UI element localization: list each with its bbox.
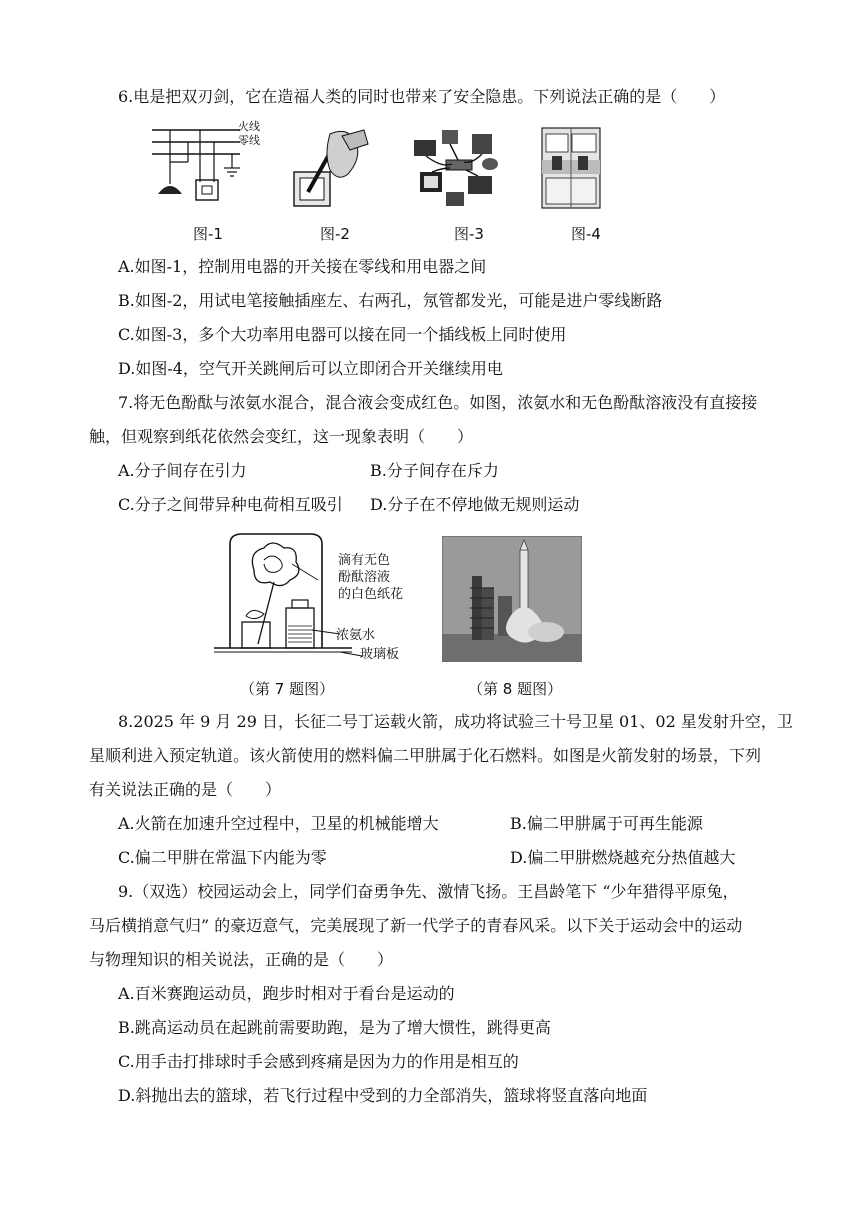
- q8-figure-rocket-launch: [442, 536, 582, 662]
- q6-caption-1: 图-1: [193, 225, 223, 243]
- q8-option-c: C.偏二甲肼在常温下内能为零: [118, 848, 327, 867]
- neutral-wire-label: 零线: [238, 134, 260, 147]
- q8-stem-line1: 8.2025 年 9 月 29 日，长征二号丁运载火箭，成功将试验三十号卫星 01、02 星发射升空，卫: [118, 712, 793, 731]
- q6-figure-4-air-switch: [540, 126, 602, 210]
- q9-stem-line1: 9.（双选）校园运动会上，同学们奋勇争先、激情飞扬。王昌龄笔下 “少年猎得平原兔，: [118, 882, 739, 901]
- q7-label-glass: 玻璃板: [360, 647, 400, 662]
- q6-option-c: C.如图-3，多个大功率用电器可以接在同一个插线板上同时使用: [118, 325, 567, 344]
- q8-stem-line3: 有关说法正确的是（ ）: [89, 780, 282, 799]
- q9-option-a: A.百米赛跑运动员，跑步时相对于看台是运动的: [118, 984, 455, 1003]
- q6-stem: 6.电是把双刃剑，它在造福人类的同时也带来了安全隐患。下列说法正确的是（ ）: [118, 87, 726, 106]
- q7-label-flower-2: 酚酞溶液: [338, 570, 391, 585]
- q6-option-a: A.如图-1，控制用电器的开关接在零线和用电器之间: [118, 257, 487, 276]
- q7-option-b: B.分子间存在斥力: [370, 461, 499, 480]
- q9-option-d: D.斜抛出去的篮球，若飞行过程中受到的力全部消失，篮球将竖直落向地面: [118, 1086, 648, 1105]
- q6-caption-2: 图-2: [320, 225, 350, 243]
- q6-option-d: D.如图-4，空气开关跳闸后可以立即闭合开关继续用电: [118, 359, 503, 378]
- q8-option-d: D.偏二甲肼燃烧越充分热值越大: [510, 848, 736, 867]
- q9-option-c: C.用手击打排球时手会感到疼痛是因为力的作用是相互的: [118, 1052, 519, 1071]
- q8-stem-line2: 星顺利进入预定轨道。该火箭使用的燃料偏二甲肼属于化石燃料。如图是火箭发射的场景，下列: [89, 746, 762, 765]
- q7-option-d: D.分子在不停地做无规则运动: [370, 495, 580, 514]
- q9-stem-line3: 与物理知识的相关说法，正确的是（ ）: [89, 950, 394, 969]
- q8-option-b: B.偏二甲肼属于可再生能源: [510, 814, 703, 833]
- q9-option-b: B.跳高运动员在起跳前需要助跑，是为了增大惯性，跳得更高: [118, 1018, 551, 1037]
- q6-caption-3: 图-3: [454, 225, 484, 243]
- q7-label-ammonia: 浓氨水: [336, 628, 376, 643]
- q8-caption: （第 8 题图）: [468, 680, 563, 698]
- q7-label-flower-1: 滴有无色: [338, 553, 391, 568]
- q6-figure-3-power-strip: [412, 128, 504, 210]
- q6-option-b: B.如图-2，用试电笔接触插座左、右两孔，氖管都发光，可能是进户零线断路: [118, 291, 663, 310]
- q6-caption-4: 图-4: [571, 225, 601, 243]
- q7-caption: （第 7 题图）: [240, 680, 335, 698]
- live-wire-label: 火线: [238, 120, 260, 133]
- q7-stem-line2: 触，但观察到纸花依然会变红，这一现象表明（ ）: [89, 427, 474, 446]
- q7-option-a: A.分子间存在引力: [118, 461, 247, 480]
- q6-figure-2-test-pen: [290, 124, 370, 210]
- q7-option-c: C.分子之间带异种电荷相互吸引: [118, 495, 343, 514]
- q7-label-flower-3: 的白色纸花: [338, 587, 404, 602]
- q7-stem-line1: 7.将无色酚酞与浓氨水混合，混合液会变成红色。如图，浓氨水和无色酚酞溶液没有直接接: [118, 393, 758, 412]
- q9-stem-line2: 马后横捎意气归” 的豪迈意气，完美展现了新一代学子的青春风采。以下关于运动会中的运动: [89, 916, 743, 935]
- q8-option-a: A.火箭在加速升空过程中，卫星的机械能增大: [118, 814, 439, 833]
